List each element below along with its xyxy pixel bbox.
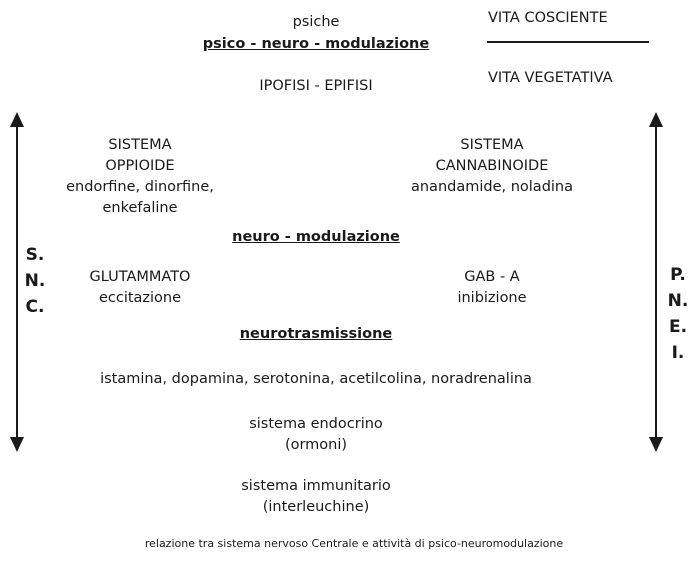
neuro-modulazione-heading: neuro - modulazione [232, 229, 400, 245]
divider-line [487, 41, 649, 43]
endocrino-label: sistema endocrino [249, 416, 383, 432]
snc-letter-s: S. [25, 245, 45, 265]
oppioide-line-1: SISTEMA [108, 137, 172, 153]
immunitario-label: sistema immunitario [241, 478, 391, 494]
psico-neuro-modulazione-heading: psico - neuro - modulazione [202, 36, 430, 52]
pnei-letter-i: I. [671, 343, 685, 363]
ormoni-label: (ormoni) [284, 437, 348, 453]
cannabinoide-line-2: CANNABINOIDE [435, 158, 549, 174]
inibizione-label: inibizione [457, 290, 527, 306]
oppioide-line-3: endorfine, dinorfine, [66, 179, 214, 195]
pnei-letter-e: E. [668, 317, 688, 337]
glutammato-label: GLUTAMMATO [89, 269, 191, 285]
interleuchine-label: (interleuchine) [262, 499, 370, 515]
oppioide-line-4: enkefaline [102, 200, 178, 216]
oppioide-line-2: OPPIOIDE [105, 158, 175, 174]
pnei-label [663, 262, 693, 366]
psiche-label: psiche [292, 14, 340, 30]
gaba-label: GAB - A [464, 269, 520, 285]
snc-letter-c: C. [25, 297, 45, 317]
snc-letter-n: N. [24, 271, 46, 291]
eccitazione-label: eccitazione [98, 290, 182, 306]
cannabinoide-line-1: SISTEMA [460, 137, 524, 153]
neurotrasmissione-heading: neurotrasmissione [239, 326, 393, 342]
snc-label [20, 242, 50, 320]
neurotrasmettitori-list: istamina, dopamina, serotonina, acetilcolina, noradrenalina [100, 371, 532, 387]
cannabinoide-line-3: anandamide, noladina [410, 179, 574, 195]
vita-cosciente-label: VITA COSCIENTE [488, 10, 608, 26]
figure-caption: relazione tra sistema nervoso Centrale e attività di psico-neuromodulazione [144, 537, 564, 550]
ipofisi-epifisi-label: IPOFISI - EPIFISI [259, 78, 373, 94]
vita-vegetativa-label: VITA VEGETATIVA [488, 70, 613, 86]
pnei-letter-p: P. [670, 265, 686, 285]
pnei-letter-n: N. [667, 291, 689, 311]
